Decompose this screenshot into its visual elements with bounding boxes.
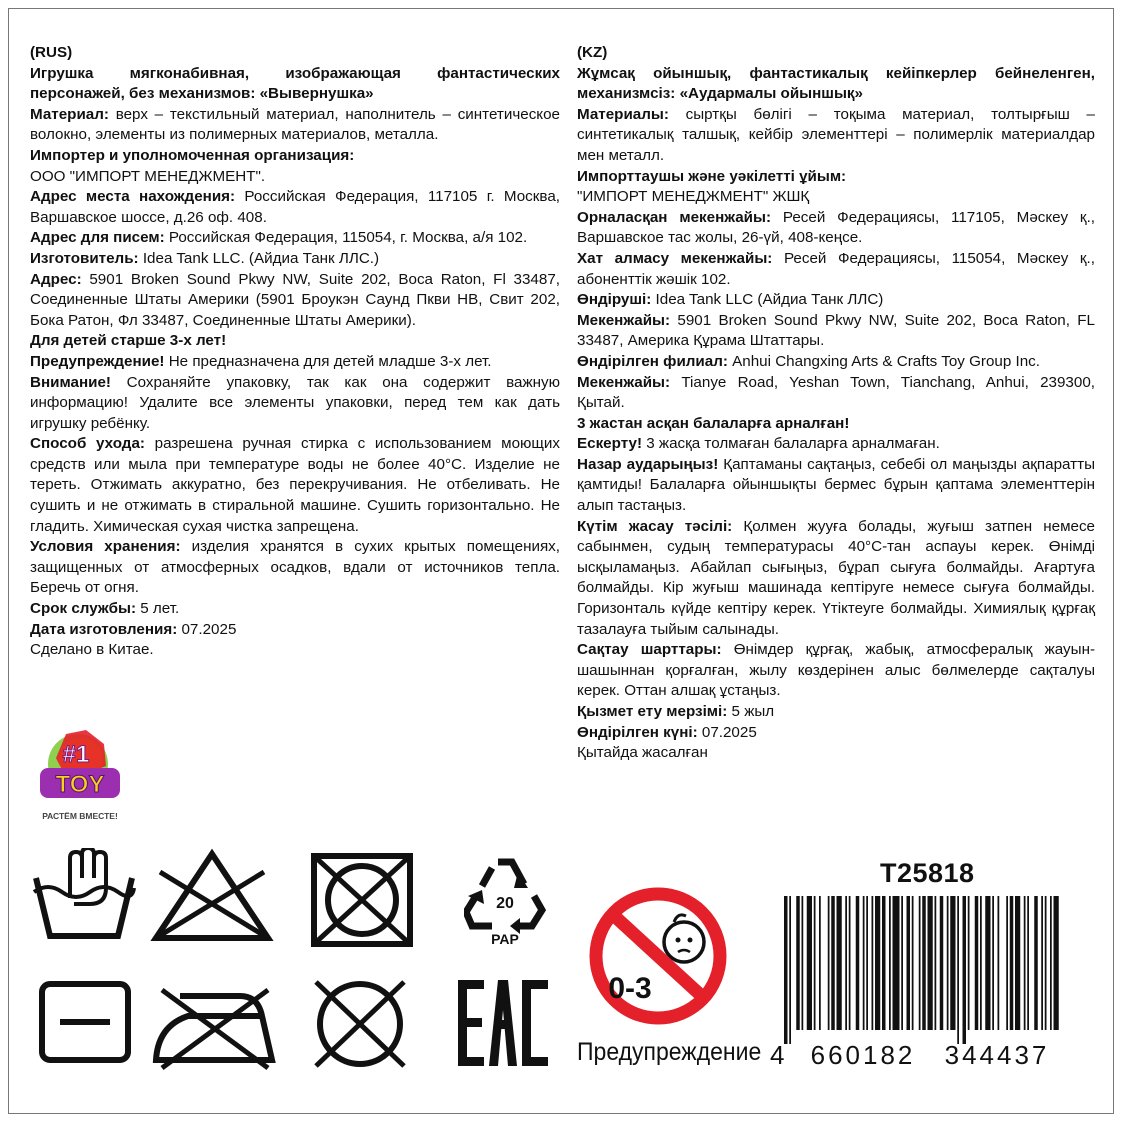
recycle-number: 20 [496, 895, 514, 912]
hand-wash-icon [30, 848, 138, 940]
barcode-bar [957, 896, 959, 1044]
barcode-bar [1010, 896, 1014, 1030]
kz-importer: "ИМПОРТ МЕНЕДЖМЕНТ" ЖШҚ [577, 188, 810, 206]
dry-flat-icon [38, 980, 132, 1064]
kz-care: Қолмен жууға болады, жуғыш затпен немесе сабынмен, судың температурасы 40°С-тан аспауы керек. Өнімді ысқыламаңыз. Абайлап сығыңыз, бұрап сығуға болмайды. Ағартуға болмайды. Кір жуғыш машинада кептіруге немесе сығуға болмайды. Горизонталь күйде кептіру керек. Үтіктеуге болмайды. Химиялық құрғақ тазалауға тыйым салынады. [577, 517, 1096, 638]
kz-warning: 3 жасқа толмаған балаларға арналмаған. [642, 435, 940, 453]
kz-address-label: Орналасқан мекенжайы: [577, 208, 772, 226]
kz-maker: Idea Tank LLC (Айдиа Танк ЛЛС) [651, 291, 884, 309]
kz-life: 5 жыл [727, 703, 775, 720]
barcode-bar [845, 896, 847, 1030]
barcode-bar [928, 896, 933, 1030]
kz-warning-label: Ескерту! [577, 435, 643, 453]
kz-mail-label: Хат алмасу мекенжайы: [577, 249, 773, 267]
barcode-bar [963, 896, 967, 1044]
rus-lang: (RUS) [30, 44, 73, 61]
rus-date: 07.2025 [177, 620, 237, 638]
kz-attention: Қаптаманы сақтаңыз, себебі ол маңызды ақпаратты қамтиды! Балаларға ойыншықты бермес бұрын қаптама элементтерін алып тастаңыз. [577, 455, 1095, 515]
barcode-bar [919, 896, 921, 1030]
barcode-bar [985, 896, 990, 1030]
kz-maker-label: Өндіруші: [577, 291, 652, 309]
barcode-bar [802, 896, 804, 1030]
barcode-bar [784, 896, 788, 1044]
logo-slogan: РАСТЁМ ВМЕСТЕ! [42, 811, 118, 821]
rus-care-label: Способ ухода: [30, 435, 145, 453]
barcode-bar [935, 896, 937, 1030]
barcode-group1: 660182 [810, 1040, 916, 1070]
rus-attention: Сохраняйте упаковку, так как она содержит важную информацию! Удалите все элементы упаковки, перед тем как дать игрушку ребёнку. [30, 373, 560, 432]
barcode-bar [901, 896, 903, 1030]
no-tumble-dry-icon [310, 852, 414, 948]
rus-life-label: Срок службы: [30, 600, 137, 618]
kz-date: 07.2025 [697, 723, 757, 741]
rus-address: Российская Федерация, 117105 г. Москва, Варшавское шоссе, д.26 оф. 408. [30, 188, 560, 226]
eac-mark-icon [458, 980, 548, 1066]
kz-branch-label: Өндірілген филиал: [577, 352, 728, 370]
rus-importer-label: Импортер и уполномоченная организация: [30, 146, 355, 164]
barcode-group2: 344437 [944, 1040, 1050, 1070]
barcode-bar [947, 896, 949, 1030]
kz-maker-addr-label: Мекенжайы: [577, 311, 671, 329]
age-restriction-icon [588, 886, 728, 1026]
kz-address: Ресей Федерациясы, 117105, Мәскеу қ., Варшавскоe тас жолы, 26-үй, 408-кеңсе. [577, 208, 1096, 247]
kz-importer-label: Импорттаушы және уәкілетті ұйым: [577, 167, 847, 185]
barcode-bar [849, 896, 851, 1030]
kz-mail: Ресей Федерациясы, 115054, Мәскеу қ., абоненттік жәшік 102. [577, 249, 1095, 288]
rus-attention-label: Внимание! [30, 373, 111, 391]
rus-mail-label: Адрес для писем: [30, 229, 165, 247]
rus-storage-label: Условия хранения: [30, 538, 181, 556]
barcode-bar [814, 896, 816, 1030]
barcode-bar [1054, 896, 1059, 1030]
barcode-bar [875, 896, 880, 1030]
no-iron-icon [150, 976, 280, 1072]
rus-material: верх – текстильный материал, наполнитель – синтетическое волокно, элементы из полимерных материалов, металла. [30, 105, 560, 144]
rus-life: 5 лет. [136, 600, 180, 618]
barcode-bar [912, 896, 914, 1030]
rus-title: Игрушка мягконабивная, изображающая фантастических персонажей, без механизмов: «Вывернушка» [30, 64, 560, 103]
no-dry-clean-icon [310, 976, 410, 1072]
kz-branch-addr: Tianye Road, Yeshan Town, Tianchang, Anhui, 239300, Қытай. [577, 373, 1095, 412]
barcode [774, 896, 1062, 1044]
barcode-bar [889, 896, 891, 1030]
barcode-bar [975, 896, 979, 1030]
kz-branch-addr-label: Мекенжайы: [577, 373, 671, 391]
kz-date-label: Өндірілген күні: [577, 723, 698, 741]
barcode-bar [980, 896, 982, 1030]
svg-text:#1: #1 [62, 741, 90, 768]
barcode-bar [893, 896, 900, 1030]
rus-storage: изделия хранятся в сухих крытых помещениях, защищенных от атмосферных осадков, вдали от источников тепла. Беречь от огня. [30, 538, 560, 597]
rus-maker-addr: 5901 Broken Sound Pkwy NW, Suite 202, Boca Raton, Fl 33487, Соединенные Штаты Америки (5901 Броукэн Саунд Пкви НВ, Свит 202, Бока Ратон, Фл 33487, Соединенные Штаты Америки). [30, 270, 560, 329]
rus-mail: Российская Федерация, 115054, г. Москва, а/я 102. [164, 229, 528, 247]
kz-column [577, 43, 1095, 764]
barcode-bar [866, 896, 868, 1030]
rus-column [30, 43, 560, 661]
kz-age: 3 жастан асқан балаларға арналған! [577, 414, 850, 432]
kz-material-label: Материалы: [577, 105, 669, 123]
no-bleach-icon [148, 848, 276, 944]
barcode-bar [1006, 896, 1008, 1030]
recycle-code: PAP [491, 931, 519, 946]
age-range: 0-3 [608, 972, 652, 1005]
barcode-bar [1041, 896, 1043, 1030]
rus-maker: Idea Tank LLC. (Айдиа Танк ЛЛС.) [138, 249, 380, 267]
warning-caption: Предупреждение [577, 1038, 762, 1066]
kz-material: сыртқы бөлігі – тоқыма материал, толтырғыш – синтетикалық талшық, кейбір элементтері – полимерлік материалдар мен металл. [577, 105, 1095, 164]
barcode-bar [1024, 896, 1026, 1030]
rus-material-label: Материал: [30, 105, 109, 123]
barcode-bar [796, 896, 800, 1030]
barcode-bar [789, 896, 791, 1044]
barcode-bar [1050, 896, 1052, 1030]
kz-origin: Қытайда жасалған [577, 744, 708, 762]
rus-importer: ООО "ИМПОРТ МЕНЕДЖМЕНТ". [30, 167, 266, 185]
rus-care: разрешена ручная стирка с использованием моющих средств или мыла при температуре воды не более 40°С. Изделие не тереть. Отжимать аккуратно, без перекручивания. Не отбеливать. Не сушить и не отжимать в стиральной машине. Сушить горизонтально. Не гладить. Химическая сухая чистка запрещена. [30, 435, 560, 535]
barcode-digits [770, 1040, 1070, 1071]
rus-warning-label: Предупреждение! [30, 352, 165, 370]
logo-text: TOY [55, 771, 105, 798]
rus-origin: Сделано в Китае. [30, 641, 154, 659]
barcode-bar [819, 896, 821, 1030]
barcode-bar [1034, 896, 1038, 1030]
barcode-bar [968, 896, 970, 1030]
kz-storage-label: Сақтау шарттары: [577, 641, 722, 659]
barcode-bar [872, 896, 874, 1030]
barcode-bar [807, 896, 812, 1030]
barcode-bar [1045, 896, 1047, 1030]
rus-warning: Не предназначена для детей младше 3-х лет. [164, 352, 492, 370]
rus-maker-label: Изготовитель: [30, 249, 139, 267]
barcode-bar [828, 896, 830, 1030]
barcode-bar [950, 896, 955, 1030]
barcode-bar [922, 896, 926, 1030]
barcode-bar [856, 896, 860, 1030]
rus-age: Для детей старше 3-х лет! [30, 332, 227, 350]
kz-attention-label: Назар аударыңыз! [577, 455, 719, 473]
rus-address-label: Адрес места нахождения: [30, 188, 236, 206]
kz-title: Жұмсақ ойыншық, фантастикалық кейіпкерлер бейнеленген, механизмсіз: «Аудармалы ойыншық» [577, 64, 1095, 103]
barcode-bar [837, 896, 842, 1030]
product-code: T25818 [880, 858, 975, 888]
kz-life-label: Қызмет ету мерзімі: [577, 703, 728, 720]
brand-logo [26, 718, 136, 828]
barcode-bar [882, 896, 886, 1030]
kz-branch: Anhui Changxing Arts & Crafts Toy Group Inc. [727, 352, 1040, 370]
recycle-icon [464, 856, 546, 946]
barcode-bar [907, 896, 911, 1030]
kz-maker-addr: 5901 Broken Sound Pkwy NW, Suite 202, Boca Raton, FL 33487, Америка Құрама Штаттары. [577, 311, 1095, 350]
kz-storage: Өнімдер құрғақ, жабық, атмосфералық жауын-шашыннан қорғалған, жылу көздерінен алыс бөлмелерде сақталуы керек. Оттан алшақ ұстаңыз. [577, 641, 1096, 700]
barcode-bar [998, 896, 1000, 1030]
barcode-bar [863, 896, 865, 1030]
rus-maker-addr-label: Адрес: [30, 270, 82, 288]
barcode-first-digit: 4 [770, 1040, 788, 1070]
barcode-bar [831, 896, 835, 1030]
kz-lang: (KZ) [577, 44, 608, 61]
barcode-bar [1027, 896, 1029, 1030]
barcode-bar [1015, 896, 1020, 1030]
rus-date-label: Дата изготовления: [30, 620, 178, 638]
barcode-bar [940, 896, 944, 1030]
barcode-bar [992, 896, 994, 1030]
kz-care-label: Күтім жасау тәсілі: [577, 517, 733, 535]
